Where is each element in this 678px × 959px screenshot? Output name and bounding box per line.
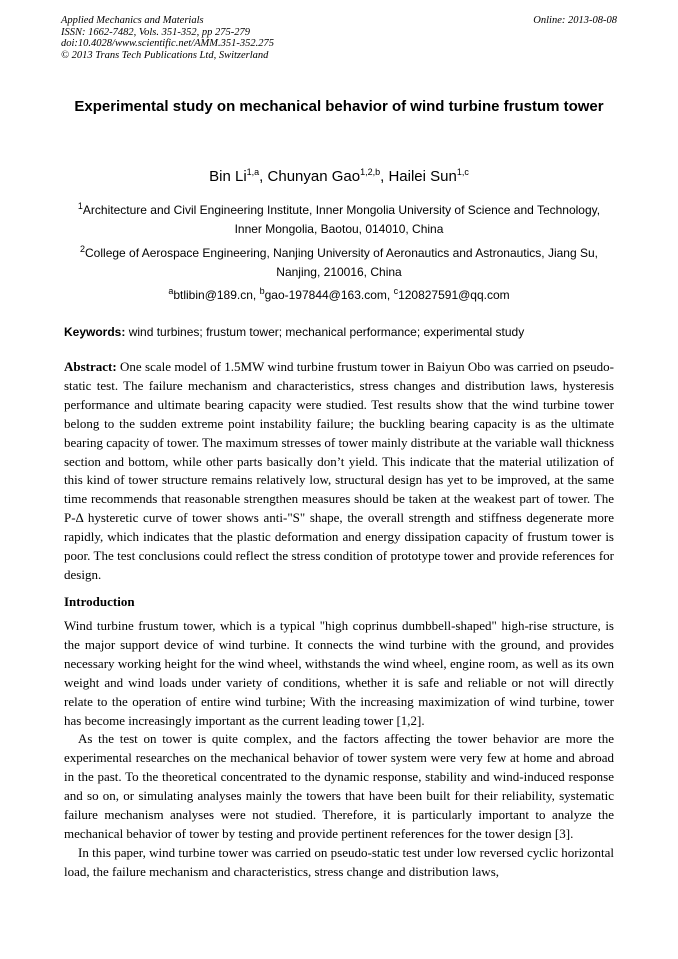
email-superscript: b [259,286,265,296]
paragraph: Wind turbine frustum tower, which is a typical "high coprinus dumbbell-shaped" high-rise structure, is the major support device of wind turbine. It connects the wind turbine with the ground, and provides necessary working height for the wind wheel, withstands the wind wheel, engine room, as well as its own weight and wind loads under variety of conditions, whether it is safe and reliable or not will directly relate to the operation of entire wind turbine; With the increasing maximization of wind turbine, tower has become increasingly important as the current leading tower [1,2]. [64,618,614,728]
affiliation [60,244,618,282]
introduction-body [64,617,614,882]
email-address: gao-197844@163.com [264,288,387,302]
journal-header [61,15,617,61]
journal-name: Applied Mechanics and Materials [61,15,204,26]
email-address: btlibin@189.cn [173,288,253,302]
affiliation-superscript: 1 [77,201,83,211]
paragraph: In this paper, wind turbine tower was carried on pseudo-static test under low reversed cyclic horizontal load, the failure mechanism and characteristics, stress change and distribution laws, [64,844,614,879]
issn-line: ISSN: 1662-7482, Vols. 351-352, pp 275-279 [61,26,250,38]
keywords-text: wind turbines; frustum tower; mechanical performance; experimental study [128,325,525,339]
keywords [64,323,616,341]
abstract [64,358,614,585]
online-date: Online: 2013-08-08 [533,15,617,26]
author-list: Bin Li$^{1,a}$, Chunyan Gao$^{1,2,b}$, Hailei Sun$^{1,c}$ [209,167,469,185]
affiliation-line: Architecture and Civil Engineering Institute, Inner Mongolia University of Science and Technology, [82,203,601,217]
keywords-label: Keywords: [64,325,126,339]
abstract-text: One scale model of 1.5MW wind turbine frustum tower in Baiyun Obo was carried on pseudo-static test. The failure mechanism and characteristics, stress changes and distribution laws, hysteresis performance and ultimate bearing capacity were studied. Test results show that the wind turbine tower belong to the sudden extreme point instability failure; the buckling bearing capacity is as the ultimate bearing capacity of tower. The maximum stresses of tower mainly distribute at the variable wall thickness section and bottom, while other parts basically don’t yield. This indicate that the material utilization of this kind of tower structure remains relatively low, structural design has yet to be improved, at the same time recommends that reasonable strengthen measures should be taken at the weakest part of tower. The P-Δ hysteretic curve of tower shows anti-"S" shape, the overall strength and stiffness degenerate more rapidly, which indicates that the plastic deformation and energy dissipation capacity of frustum tower is poor. The test conclusions could reflect the stress condition of prototype tower and provide references for design. [64,359,614,582]
section-heading: Introduction [64,594,135,609]
author-superscript: 1,2,b [360,167,381,177]
author-superscript: 1,a [246,167,260,177]
affiliation-line: College of Aerospace Engineering, Nanjing University of Aeronautics and Astronautics, Jiang Su, [85,246,598,260]
author-name: Chunyan Gao [267,168,361,185]
email-address: 120827591@qq.com [398,288,510,302]
copyright-line: © 2013 Trans Tech Publications Ltd, Switzerland [61,49,269,61]
affiliation-line: Inner Mongolia, Baotou, 014010, China [234,222,444,236]
affiliation-superscript: 2 [80,244,86,254]
affiliation [60,201,618,239]
paragraph: As the test on tower is quite complex, and the factors affecting the tower behavior are more the experimental researches on the mechanical behavior of tower system were very few at home and abroad in the past. To the theoretical concentrated to the dynamic response, stability and wind-induced response and so on, or simulating analyses mainly the towers that have been built for their reliability, systematic failure mechanism analyses were not studied. Therefore, it is particularly important to analyze the mechanical behavior of tower by testing and provide pertinent references for the tower design [3]. [64,731,614,841]
author-superscript: 1,c [456,167,469,177]
email-superscript: c [393,286,399,296]
email-list: $^a$btlibin@189.cn, $^b$gao-197844@163.com, $^c$120827591@qq.com [168,286,510,302]
author-name: Bin Li [209,168,247,185]
email-superscript: a [168,286,174,296]
paper-title: Experimental study on mechanical behavior of wind turbine frustum tower [74,98,604,115]
author-name: Hailei Sun [388,168,457,185]
doi-line: doi:10.4028/www.scientific.net/AMM.351-352.275 [61,38,274,49]
affiliation-line: Nanjing, 210016, China [276,265,402,279]
abstract-label: Abstract: [64,359,117,374]
